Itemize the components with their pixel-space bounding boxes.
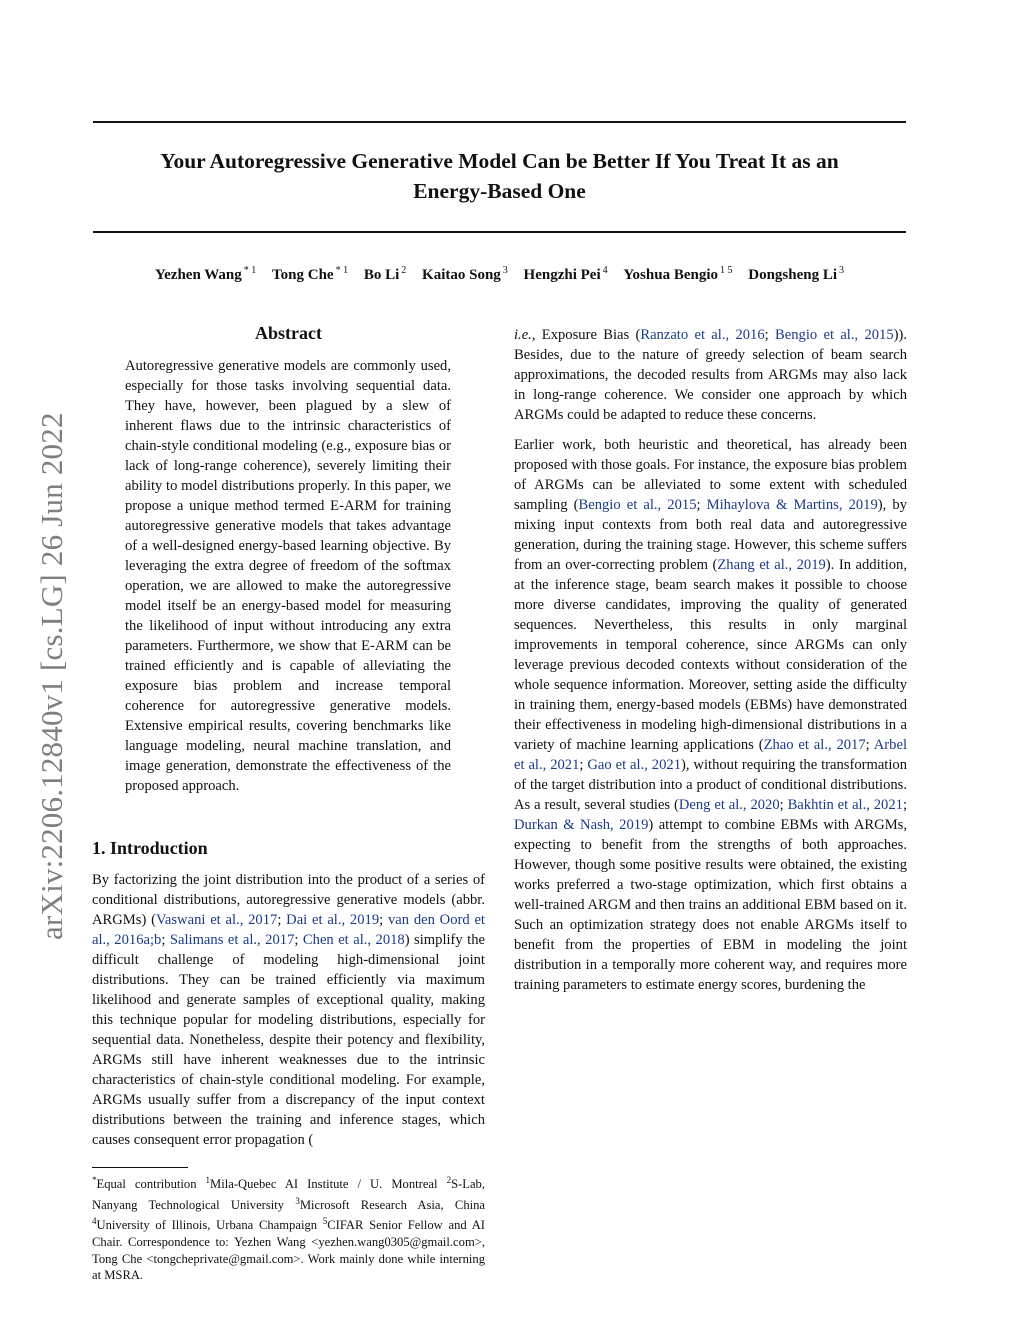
- title-line-1: Your Autoregressive Generative Model Can be Better If You Treat It as an: [160, 149, 839, 173]
- citation-link[interactable]: Deng et al., 2020: [678, 797, 780, 813]
- citation-link[interactable]: Ranzato et al., 2016: [640, 327, 765, 343]
- intro-paragraph-1-continued: i.e., Exposure Bias (Ranzato et al., 2016; Bengio et al., 2015)). Besides, due to the nature of greedy selection of beam search approximations, the decoded results from ARGMs may also lack in long-range coherence. We consider one approach by which ARGMs could be adapted to reduce these concerns.: [514, 327, 908, 423]
- citation-link[interactable]: Zhang et al., 2019: [717, 557, 826, 573]
- abstract-text: Autoregressive generative models are commonly used, especially for those tasks involving sequential data. They have, however, been plagued by a slew of inherent flaws due to the intrinsic characteristics of chain-style conditional modeling (e.g., exposure bias or lack of long-range coherence), severely limiting their ability to model distributions properly. In this paper, we propose a unique method termed E-ARM for training autoregressive generative models that takes advantage of a well-designed energy-based learning objective. By leveraging the extra degree of freedom of the softmax operation, we are allowed to make the autoregressive model itself be an energy-based model for measuring the likelihood of input without introducing any extra parameters. Furthermore, we show that E-ARM can be trained efficiently and is capable of alleviating the exposure bias problem and increase temporal coherence for autoregressive generative models. Extensive empirical results, covering benchmarks like language modeling, neural machine translation, and image generation, demonstrate the effectiveness of the proposed approach.: [125, 358, 451, 794]
- author-affiliation: * 1: [243, 265, 257, 276]
- author: Bo Li $^2$: [363, 265, 407, 283]
- abstract-heading: Abstract: [255, 323, 322, 343]
- author-affiliation: 3: [502, 265, 508, 276]
- affiliation-footnote: *Equal contribution $^1$Mila-Quebec AI Institute / U. Montreal $^2$S-Lab, Nanyang Technological University $^3$Microsoft Research Asia, China $^4$University of Illinois, Urbana Champaign $^5$CIFAR Senior Fellow and AI Chair. Correspondence to: Yezhen Wang <yezhen.wang0305@gmail.com>, Tong Che <tongcheprivate@gmail.com>. Work mainly done while interning at MSRA.: [92, 1175, 486, 1283]
- arxiv-identifier-stamp: arXiv:2206.12840v1 [cs.LG] 26 Jun 2022: [34, 412, 69, 940]
- footnote-rule: [92, 1167, 188, 1168]
- citation-link[interactable]: Zhao et al., 2017: [763, 737, 866, 753]
- citation-link[interactable]: Bengio et al., 2015: [578, 497, 697, 513]
- title-rule-top: [93, 121, 906, 123]
- introduction-heading: 1. Introduction: [92, 838, 208, 858]
- left-column: [92, 320, 485, 1284]
- author-affiliation: 1 5: [720, 265, 733, 276]
- citation-link[interactable]: Chen et al., 2018: [302, 932, 405, 948]
- author: Tong Che $^{* 1}$: [272, 265, 349, 283]
- citation-link[interactable]: Durkan & Nash, 2019: [514, 817, 649, 833]
- author-list: [93, 265, 906, 284]
- author: Dongsheng Li $^3$: [748, 265, 845, 283]
- citation-link[interactable]: Mihaylova & Martins, 2019: [706, 497, 878, 513]
- intro-paragraph-2: Earlier work, both heuristic and theoretical, has already been proposed with those goals. For instance, the exposure bias problem of ARGMs can be alleviated to some extent with scheduled sampling (Bengio et al., 2015; Mihaylova & Martins, 2019), by mixing input contexts from both real data and autoregressive generation, during the training stage. However, this scheme suffers from an over-correcting problem (Zhang et al., 2019). In addition, at the inference stage, beam search makes it possible to choose more diverse candidates, improving the quality of generated sequences. Nevertheless, this results in only marginal improvements in temporal coherence, since ARGMs can only leverage previous decoded contexts without consideration of the whole sequence information. Moreover, setting aside the difficulty in training them, energy-based models (EBMs) have demonstrated their effectiveness in modeling high-dimensional distributions in a variety of machine learning applications (Zhao et al., 2017; Arbel et al., 2021; Gao et al., 2021), without requiring the transformation of the target distribution into a product of conditional distributions. As a result, several studies (Deng et al., 2020; Bakhtin et al., 2021; Durkan & Nash, 2019) attempt to combine EBMs with ARGMs, expecting to benefit from the strengths of both approaches. However, though some positive results were obtained, the existing works preferred a two-stage optimization, which first obtains a well-trained ARGM and then trains an additional EBM based on it. Such an optimization strategy does not enable ARGMs itself to benefit from the properties of EBM in modeling the joint distribution in a temporally more coherent way, and requires more training parameters to estimate energy scores, burdening the: [514, 437, 908, 993]
- citation-link[interactable]: Vaswani et al., 2017: [155, 912, 278, 928]
- title-line-2: Energy-Based One: [413, 179, 586, 203]
- author-affiliation: 2: [401, 265, 407, 276]
- citation-link[interactable]: Arbel et al., 2021: [514, 737, 907, 773]
- intro-paragraph-1: By factorizing the joint distribution into the product of a series of conditional distributions, autoregressive generative models (abbr. ARGMs) (Vaswani et al., 2017; Dai et al., 2019; van den Oord et al., 2016a;b; Salimans et al., 2017; Chen et al., 2018) simplify the difficult challenge of modeling high-dimensional joint distributions. They can be trained efficiently via maximum likelihood and generate samples of exceptional quality, making this technique popular for modeling distributions, especially for sequential data. Nonetheless, despite their potency and flexibility, ARGMs still have inherent weaknesses due to the intrinsic characteristics of chain-style conditional modeling. For example, ARGMs usually suffer from a discrepancy of the input context distributions between the training and inference stages, which causes consequent error propagation (: [92, 872, 486, 1148]
- paper-title: [93, 146, 906, 206]
- citation-link[interactable]: Dai et al., 2019: [286, 912, 380, 928]
- author: Yezhen Wang $^{* 1}$: [154, 265, 257, 283]
- right-column: [514, 325, 907, 995]
- author-affiliation: * 1: [335, 265, 349, 276]
- citation-link[interactable]: Gao et al., 2021: [587, 757, 681, 773]
- title-rule-bottom: [93, 231, 906, 233]
- author-affiliation: 4: [602, 265, 608, 276]
- citation-link[interactable]: Bengio et al., 2015: [775, 327, 894, 343]
- author-affiliation: 3: [839, 265, 845, 276]
- citation-link[interactable]: Salimans et al., 2017: [169, 932, 295, 948]
- author: Kaitao Song $^3$: [422, 265, 508, 283]
- citation-link[interactable]: van den Oord et al., 2016a;b: [92, 912, 485, 948]
- author: Hengzhi Pei $^4$: [523, 265, 608, 283]
- author: Yoshua Bengio $^{1 5}$: [623, 265, 733, 283]
- citation-link[interactable]: Bakhtin et al., 2021: [787, 797, 903, 813]
